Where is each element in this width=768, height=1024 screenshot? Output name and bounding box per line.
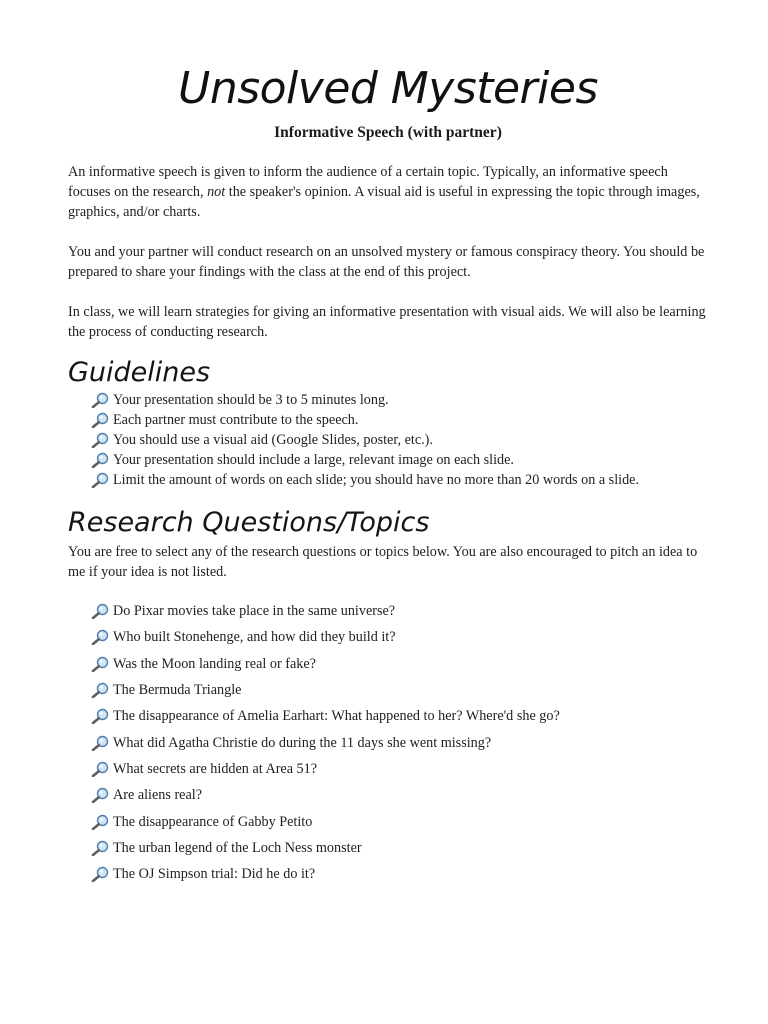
list-item: The OJ Simpson trial: Did he do it? bbox=[90, 861, 708, 887]
document-subtitle: Informative Speech (with partner) bbox=[274, 124, 502, 141]
magnifying-glass-icon bbox=[90, 472, 110, 488]
research-topics-list bbox=[68, 598, 708, 887]
magnifying-glass-icon bbox=[90, 866, 110, 882]
magnifying-glass-icon bbox=[90, 392, 110, 408]
magnifying-glass-icon bbox=[90, 761, 110, 777]
guidelines-heading: Guidelines bbox=[68, 357, 211, 388]
research-heading: Research Questions/Topics bbox=[68, 507, 430, 538]
magnifying-glass-icon bbox=[90, 840, 110, 856]
magnifying-glass-icon bbox=[90, 603, 110, 619]
intro-paragraph-2: You and your partner will conduct research on an unsolved mystery or famous conspiracy theory. You should be prepared to share your findings with the class at the end of this project. bbox=[68, 244, 705, 280]
document-title: Unsolved Mysteries bbox=[178, 63, 598, 114]
magnifying-glass-icon bbox=[90, 708, 110, 724]
magnifying-glass-icon bbox=[90, 787, 110, 803]
emphasis-not: not bbox=[207, 184, 226, 200]
list-item: Each partner must contribute to the speech. bbox=[90, 410, 708, 430]
magnifying-glass-icon bbox=[90, 814, 110, 830]
magnifying-glass-icon bbox=[90, 629, 110, 645]
magnifying-glass-icon bbox=[90, 412, 110, 428]
list-item: You should use a visual aid (Google Slides, poster, etc.). bbox=[90, 430, 708, 450]
list-item: Do Pixar movies take place in the same universe? bbox=[90, 598, 708, 624]
list-item: Was the Moon landing real or fake? bbox=[90, 651, 708, 677]
list-item: Limit the amount of words on each slide; you should have no more than 20 words on a slide. bbox=[90, 470, 708, 490]
list-item: What did Agatha Christie do during the 11 days she went missing? bbox=[90, 729, 708, 755]
document-page bbox=[68, 58, 708, 887]
guidelines-list bbox=[68, 390, 708, 490]
magnifying-glass-icon bbox=[90, 452, 110, 468]
list-item: Your presentation should be 3 to 5 minutes long. bbox=[90, 390, 708, 410]
list-item: Who built Stonehenge, and how did they build it? bbox=[90, 624, 708, 650]
magnifying-glass-icon bbox=[90, 432, 110, 448]
magnifying-glass-icon bbox=[90, 656, 110, 672]
intro-paragraph-3: In class, we will learn strategies for giving an informative presentation with visual aids. We will also be learning the process of conducting research. bbox=[68, 304, 706, 340]
research-intro: You are free to select any of the research questions or topics below. You are also encouraged to pitch an idea to me if your idea is not listed. bbox=[68, 544, 698, 580]
list-item: What secrets are hidden at Area 51? bbox=[90, 756, 708, 782]
list-item: The Bermuda Triangle bbox=[90, 677, 708, 703]
magnifying-glass-icon bbox=[90, 682, 110, 698]
list-item: Are aliens real? bbox=[90, 782, 708, 808]
list-item: The disappearance of Gabby Petito bbox=[90, 808, 708, 834]
magnifying-glass-icon bbox=[90, 735, 110, 751]
list-item: The urban legend of the Loch Ness monster bbox=[90, 835, 708, 861]
intro-text: An informative speech is given to inform the audience of a certain topic. Typically, an informative speech focuses on the research, bbox=[68, 164, 668, 200]
list-item: The disappearance of Amelia Earhart: What happened to her? Where'd she go? bbox=[90, 703, 708, 729]
intro-paragraph-1 bbox=[68, 162, 708, 222]
list-item: Your presentation should include a large, relevant image on each slide. bbox=[90, 450, 708, 470]
intro-text: the speaker's opinion. A visual aid is useful in expressing the topic through images, graphics, and/or charts. bbox=[68, 184, 700, 220]
